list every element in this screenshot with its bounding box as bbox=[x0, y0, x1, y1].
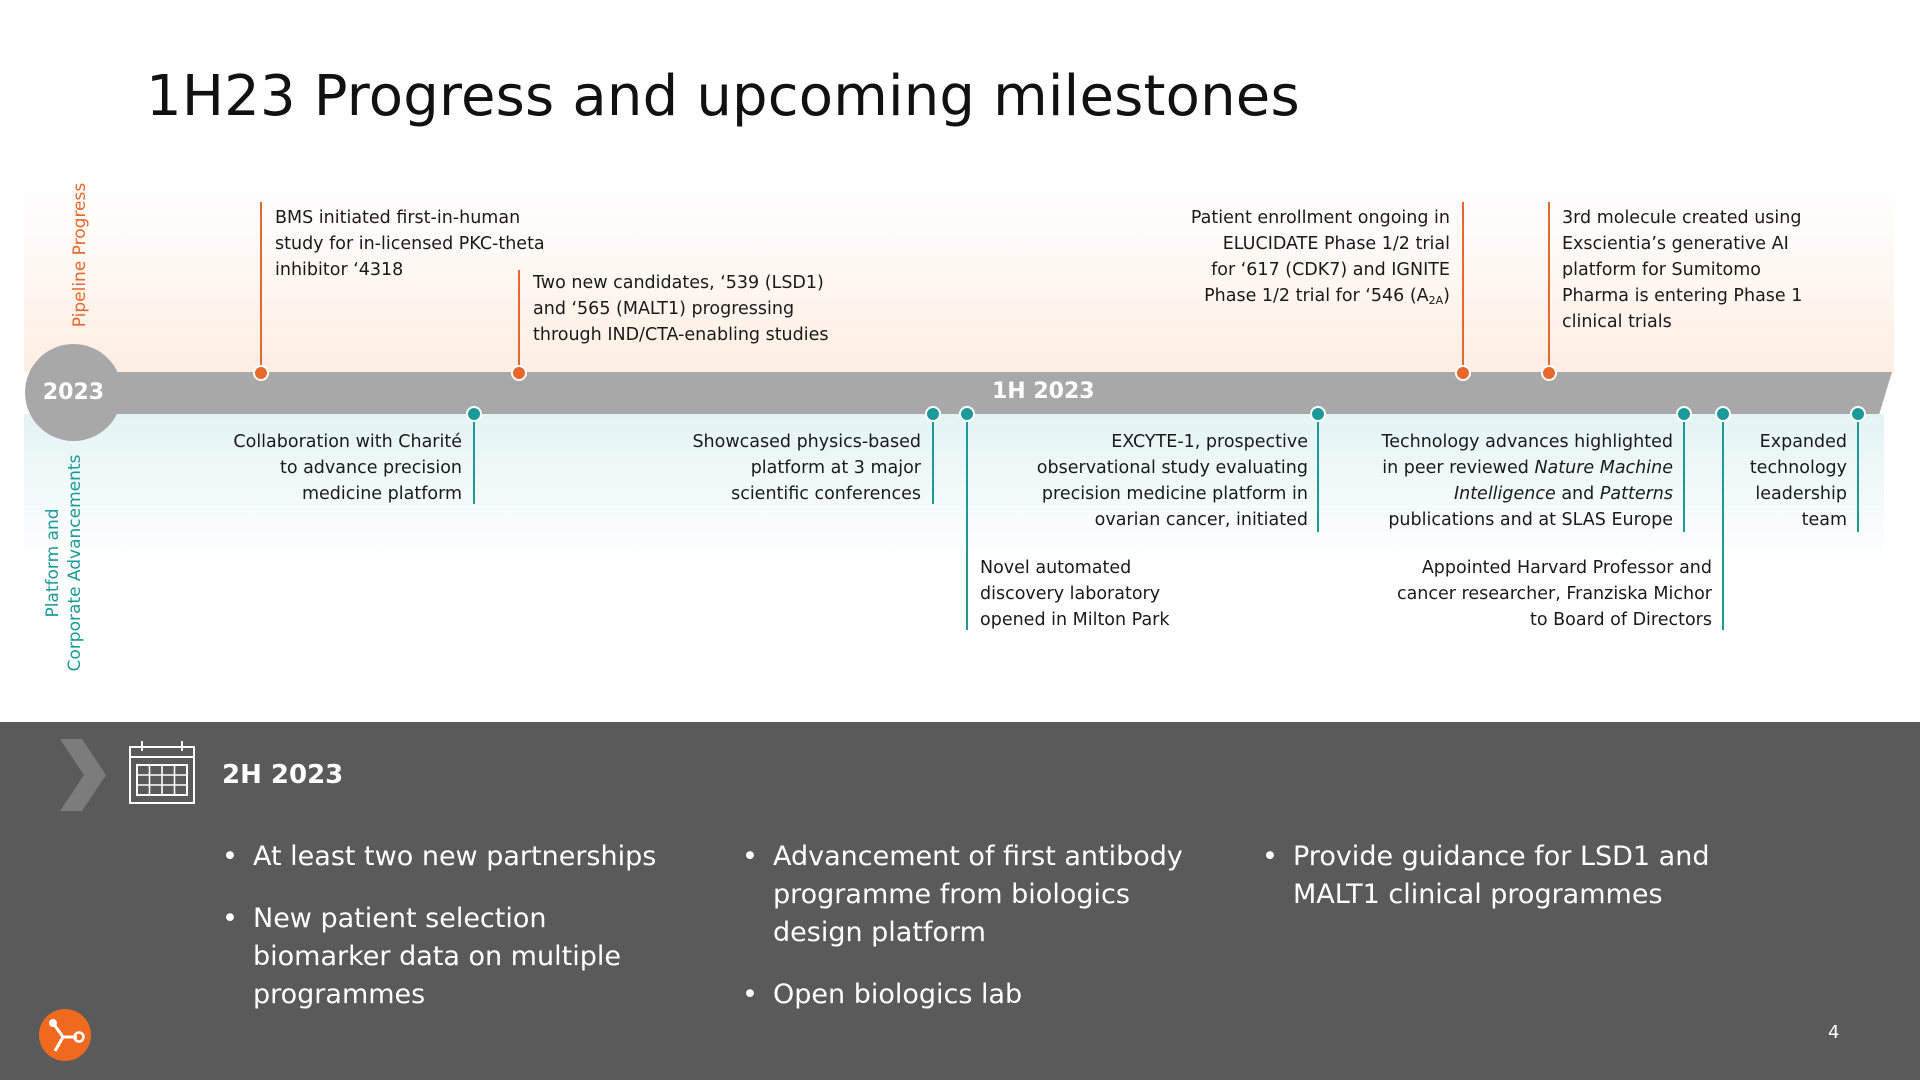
event-line: Technology advances highlighted bbox=[1381, 432, 1673, 452]
platform-event-leadership bbox=[1750, 429, 1847, 533]
event-text: in peer reviewed bbox=[1382, 458, 1535, 478]
h2-column-1 bbox=[222, 838, 656, 1038]
page-title: 1H23 Progress and upcoming milestones bbox=[146, 64, 1300, 129]
journal-name: Nature Machine bbox=[1534, 458, 1673, 478]
chevron-icon bbox=[58, 739, 108, 811]
event-line bbox=[1382, 481, 1673, 507]
pipeline-event-sumitomo bbox=[1562, 205, 1802, 335]
platform-marker bbox=[925, 406, 941, 422]
milestone-item bbox=[742, 838, 1183, 952]
milestone-item bbox=[1262, 838, 1709, 914]
milestone-item bbox=[742, 976, 1183, 1014]
event-line: Collaboration with Charité bbox=[233, 432, 462, 452]
event-line: precision medicine platform in bbox=[1041, 484, 1308, 504]
pipeline-progress-label: Pipeline Progress bbox=[70, 182, 90, 328]
event-line: to advance precision bbox=[279, 458, 462, 478]
event-text: and bbox=[1555, 484, 1600, 504]
event-line: Showcased physics-based bbox=[692, 432, 921, 452]
platform-event-laboratory bbox=[980, 555, 1170, 633]
event-line: BMS initiated first-in-human bbox=[275, 208, 521, 228]
pipeline-event-candidates bbox=[533, 270, 829, 348]
milestone-line: MALT1 clinical programmes bbox=[1293, 879, 1663, 910]
platform-stem bbox=[932, 414, 934, 504]
event-line: platform for Sumitomo bbox=[1562, 260, 1761, 280]
pipeline-marker bbox=[253, 365, 269, 381]
event-line: Appointed Harvard Professor and bbox=[1421, 558, 1712, 578]
event-line: Patient enrollment ongoing in bbox=[1190, 208, 1450, 228]
h2-column-3 bbox=[1262, 838, 1709, 938]
event-line: observational study evaluating bbox=[1036, 458, 1308, 478]
milestone-item bbox=[222, 900, 656, 1014]
event-line: leadership bbox=[1755, 484, 1847, 504]
platform-stem bbox=[1722, 414, 1724, 630]
milestone-line: • Open biologics lab bbox=[773, 979, 1023, 1010]
journal-name: Patterns bbox=[1599, 484, 1673, 504]
pipeline-stem bbox=[1462, 202, 1464, 372]
platform-event-technology bbox=[1382, 429, 1673, 533]
platform-stem bbox=[1317, 414, 1319, 532]
milestone-line: design platform bbox=[773, 917, 986, 948]
event-line: medicine platform bbox=[301, 484, 462, 504]
year-badge: 2023 bbox=[25, 344, 122, 441]
milestone-line: • At least two new partnerships bbox=[253, 841, 657, 872]
event-line: Novel automated bbox=[980, 558, 1132, 578]
event-line: technology bbox=[1749, 458, 1847, 478]
milestone-line: programme from biologics bbox=[773, 879, 1130, 910]
milestone-line: programmes bbox=[253, 979, 426, 1010]
milestone-line: • Advancement of first antibody bbox=[773, 841, 1183, 872]
page-number: 4 bbox=[1828, 1022, 1840, 1043]
event-line: for ‘617 (CDK7) and IGNITE bbox=[1211, 260, 1450, 280]
pipeline-stem bbox=[518, 270, 520, 372]
calendar-icon bbox=[128, 739, 196, 805]
event-text: ) bbox=[1443, 286, 1450, 306]
h2-title: 2H 2023 bbox=[222, 760, 344, 790]
journal-name: Intelligence bbox=[1453, 484, 1556, 504]
event-line: platform at 3 major bbox=[750, 458, 921, 478]
platform-marker bbox=[1676, 406, 1692, 422]
pipeline-marker bbox=[1541, 365, 1557, 381]
pipeline-event-enrollment bbox=[1191, 205, 1450, 314]
platform-stem bbox=[966, 414, 968, 630]
platform-event-charite bbox=[233, 429, 462, 507]
event-line: EXCYTE-1, prospective bbox=[1111, 432, 1308, 452]
platform-label-line: Corporate Advancements bbox=[65, 454, 85, 672]
event-line: discovery laboratory bbox=[980, 584, 1161, 604]
milestone-line: • New patient selection bbox=[253, 903, 547, 934]
platform-marker bbox=[959, 406, 975, 422]
event-line bbox=[1191, 283, 1450, 314]
event-line: publications and at SLAS Europe bbox=[1388, 510, 1673, 530]
timeline-bar bbox=[70, 372, 1892, 414]
event-line: Pharma is entering Phase 1 bbox=[1562, 286, 1803, 306]
event-line: team bbox=[1801, 510, 1847, 530]
platform-event-michor bbox=[1397, 555, 1712, 633]
event-line: inhibitor ‘4318 bbox=[275, 260, 404, 280]
event-text: Phase 1/2 trial for ‘546 (A bbox=[1204, 286, 1429, 306]
event-line: ovarian cancer, initiated bbox=[1094, 510, 1308, 530]
pipeline-marker bbox=[1455, 365, 1471, 381]
event-line: through IND/CTA-enabling studies bbox=[533, 325, 829, 345]
pipeline-marker bbox=[511, 365, 527, 381]
event-line: Expanded bbox=[1759, 432, 1847, 452]
platform-event-conferences bbox=[692, 429, 921, 507]
pipeline-event-bms bbox=[275, 205, 545, 283]
event-line: opened in Milton Park bbox=[980, 610, 1170, 630]
event-line: ELUCIDATE Phase 1/2 trial bbox=[1222, 234, 1450, 254]
h2-column-2 bbox=[742, 838, 1183, 1038]
platform-stem bbox=[1683, 414, 1685, 532]
event-line: to Board of Directors bbox=[1530, 610, 1712, 630]
event-line: study for in-licensed PKC-theta bbox=[275, 234, 545, 254]
event-line: 3rd molecule created using bbox=[1562, 208, 1802, 228]
event-line: scientific conferences bbox=[731, 484, 921, 504]
platform-marker bbox=[1715, 406, 1731, 422]
event-line: Exscientia’s generative AI bbox=[1562, 234, 1789, 254]
event-line: clinical trials bbox=[1562, 312, 1672, 332]
pipeline-stem bbox=[1548, 202, 1550, 372]
platform-event-excyte bbox=[1037, 429, 1308, 533]
event-line bbox=[1382, 455, 1673, 481]
platform-label-line: Platform and bbox=[43, 508, 63, 618]
pipeline-stem bbox=[260, 202, 262, 372]
logo-icon bbox=[39, 1009, 91, 1061]
milestone-line: biomarker data on multiple bbox=[253, 941, 621, 972]
platform-stem bbox=[473, 414, 475, 504]
milestone-item bbox=[222, 838, 656, 876]
event-line: and ‘565 (MALT1) progressing bbox=[533, 299, 795, 319]
period-label: 1H 2023 bbox=[992, 379, 1095, 404]
subscript: 2A bbox=[1428, 294, 1444, 307]
event-line: Two new candidates, ‘539 (LSD1) bbox=[533, 273, 824, 293]
event-line: cancer researcher, Franziska Michor bbox=[1396, 584, 1712, 604]
platform-marker bbox=[1310, 406, 1326, 422]
platform-corporate-label bbox=[42, 443, 86, 683]
platform-marker bbox=[1850, 406, 1866, 422]
milestone-line: • Provide guidance for LSD1 and bbox=[1293, 841, 1710, 872]
platform-marker bbox=[466, 406, 482, 422]
platform-stem bbox=[1857, 414, 1859, 532]
